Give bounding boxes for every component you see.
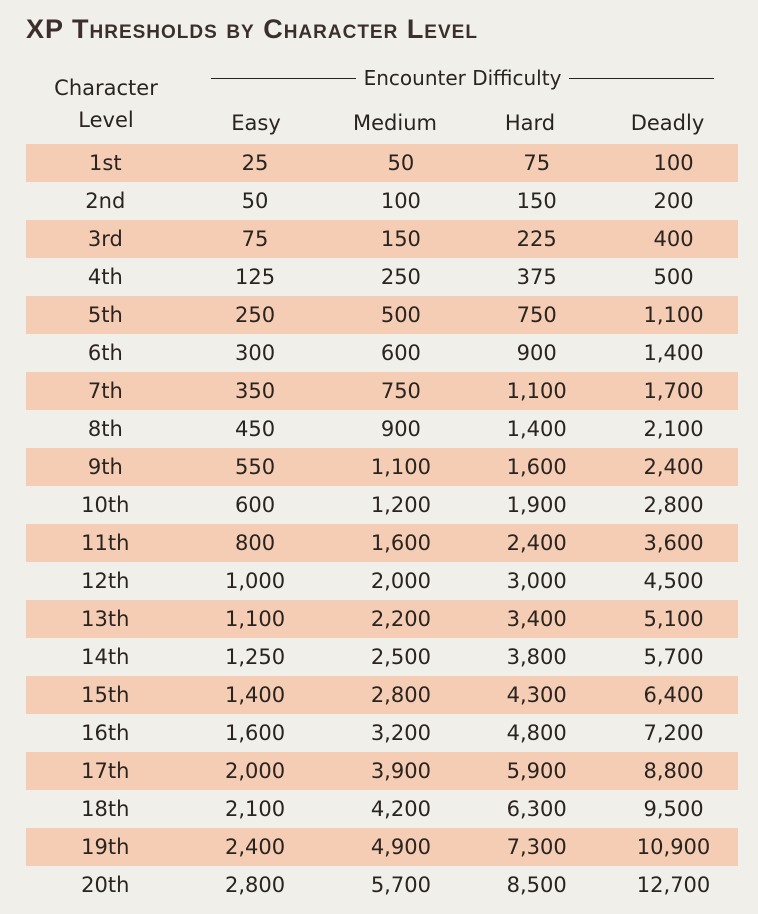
- cell-medium: 5,700: [370, 873, 431, 897]
- cell-easy: 800: [235, 531, 276, 555]
- cell-easy: 25: [241, 151, 269, 175]
- cell-hard: 3,800: [506, 645, 567, 669]
- cell-level: 14th: [81, 645, 130, 669]
- table-row: [26, 334, 738, 372]
- cell-deadly: 6,400: [643, 683, 704, 707]
- cell-medium: 50: [387, 151, 415, 175]
- cell-medium: 750: [380, 379, 421, 403]
- cell-hard: 8,500: [506, 873, 567, 897]
- table-row: [26, 638, 738, 676]
- cell-level: 19th: [81, 835, 130, 859]
- cell-deadly: 400: [653, 227, 694, 251]
- cell-easy: 1,400: [224, 683, 286, 707]
- cell-hard: 900: [516, 341, 557, 365]
- cell-medium: 2,800: [370, 683, 431, 707]
- column-header-character-level: Character Level: [54, 76, 158, 132]
- table-row: [26, 144, 738, 182]
- cell-deadly: 3,600: [643, 531, 704, 555]
- table-row: [26, 220, 738, 258]
- cell-deadly: 4,500: [643, 569, 704, 593]
- cell-deadly: 8,800: [643, 759, 704, 783]
- cell-hard: 4,300: [506, 683, 567, 707]
- cell-medium: 600: [380, 341, 421, 365]
- cell-medium: 1,100: [370, 455, 431, 479]
- cell-level: 13th: [81, 607, 130, 631]
- cell-level: 17th: [81, 759, 130, 783]
- cell-easy: 2,800: [224, 873, 286, 897]
- cell-deadly: 12,700: [636, 873, 711, 897]
- cell-medium: 2,200: [370, 607, 431, 631]
- table-row: [26, 296, 738, 334]
- cell-easy: 1,600: [224, 721, 286, 745]
- cell-deadly: 7,200: [643, 721, 704, 745]
- cell-hard: 4,800: [506, 721, 567, 745]
- table-row: [26, 182, 738, 220]
- cell-level: 3rd: [87, 227, 123, 251]
- header-rule-left: [211, 78, 356, 79]
- cell-easy: 2,100: [224, 797, 286, 821]
- cell-easy: 125: [235, 265, 276, 289]
- table-row: [26, 562, 738, 600]
- cell-level: 4th: [87, 265, 123, 289]
- cell-level: 12th: [81, 569, 130, 593]
- column-header-medium: Medium: [353, 111, 437, 135]
- cell-easy: 2,400: [224, 835, 286, 859]
- cell-deadly: 9,500: [643, 797, 704, 821]
- cell-level: 15th: [81, 683, 130, 707]
- cell-easy: 550: [235, 455, 276, 479]
- cell-level: 2nd: [85, 189, 126, 213]
- table-row: [26, 752, 738, 790]
- cell-easy: 250: [235, 303, 276, 327]
- table-row: [26, 448, 738, 486]
- cell-medium: 4,900: [370, 835, 431, 859]
- cell-deadly: 10,900: [636, 835, 711, 859]
- table-row: [26, 790, 738, 828]
- cell-level: 1st: [89, 151, 122, 175]
- cell-easy: 300: [235, 341, 276, 365]
- table-row: [26, 828, 738, 866]
- table-title: XP Thresholds by Character Level: [26, 14, 478, 44]
- cell-hard: 1,900: [506, 493, 567, 517]
- table-row: [26, 600, 738, 638]
- cell-deadly: 1,400: [643, 341, 704, 365]
- table-row: [26, 676, 738, 714]
- cell-medium: 2,500: [370, 645, 431, 669]
- cell-hard: 375: [516, 265, 557, 289]
- cell-medium: 500: [380, 303, 421, 327]
- table-row: [26, 410, 738, 448]
- cell-hard: 225: [516, 227, 557, 251]
- cell-level: 9th: [87, 455, 123, 479]
- cell-hard: 3,000: [506, 569, 567, 593]
- column-header-hard: Hard: [504, 111, 556, 135]
- cell-deadly: 100: [653, 151, 694, 175]
- cell-deadly: 2,100: [643, 417, 704, 441]
- cell-level: 20th: [81, 873, 130, 897]
- cell-level: 6th: [87, 341, 123, 365]
- cell-easy: 1,250: [224, 645, 286, 669]
- table-row: [26, 258, 738, 296]
- cell-easy: 1,000: [224, 569, 286, 593]
- column-header-deadly: Deadly: [630, 111, 705, 135]
- cell-medium: 1,600: [370, 531, 431, 555]
- cell-easy: 2,000: [224, 759, 286, 783]
- cell-medium: 150: [380, 227, 421, 251]
- cell-level: 5th: [87, 303, 123, 327]
- cell-deadly: 2,800: [643, 493, 704, 517]
- table-row: [26, 486, 738, 524]
- cell-level: 10th: [81, 493, 130, 517]
- cell-easy: 600: [235, 493, 276, 517]
- table-row: [26, 866, 738, 904]
- cell-easy: 75: [241, 227, 269, 251]
- cell-medium: 900: [380, 417, 421, 441]
- cell-easy: 350: [235, 379, 276, 403]
- xp-threshold-table: [26, 144, 738, 904]
- cell-hard: 1,100: [506, 379, 567, 403]
- table-row: [26, 714, 738, 752]
- cell-hard: 750: [516, 303, 557, 327]
- cell-hard: 3,400: [506, 607, 567, 631]
- cell-easy: 450: [235, 417, 276, 441]
- cell-easy: 1,100: [224, 607, 286, 631]
- cell-deadly: 2,400: [643, 455, 704, 479]
- cell-deadly: 200: [653, 189, 694, 213]
- cell-level: 7th: [87, 379, 123, 403]
- encounter-difficulty-label: Encounter Difficulty: [363, 66, 562, 90]
- cell-level: 8th: [87, 417, 123, 441]
- cell-medium: 100: [380, 189, 421, 213]
- table-row: [26, 372, 738, 410]
- cell-level: 18th: [81, 797, 130, 821]
- cell-hard: 150: [516, 189, 557, 213]
- cell-medium: 1,200: [370, 493, 431, 517]
- cell-hard: 75: [523, 151, 551, 175]
- cell-deadly: 1,700: [643, 379, 704, 403]
- cell-medium: 4,200: [370, 797, 431, 821]
- cell-hard: 2,400: [506, 531, 567, 555]
- table-row: [26, 524, 738, 562]
- header-rule-right: [569, 78, 714, 79]
- cell-hard: 1,600: [506, 455, 567, 479]
- cell-hard: 1,400: [506, 417, 567, 441]
- cell-medium: 2,000: [370, 569, 431, 593]
- cell-deadly: 5,700: [643, 645, 704, 669]
- column-header-easy: Easy: [231, 111, 281, 135]
- cell-deadly: 500: [653, 265, 694, 289]
- cell-medium: 3,900: [370, 759, 431, 783]
- cell-level: 16th: [81, 721, 130, 745]
- cell-medium: 3,200: [370, 721, 431, 745]
- cell-easy: 50: [241, 189, 269, 213]
- cell-hard: 7,300: [506, 835, 567, 859]
- cell-medium: 250: [380, 265, 421, 289]
- cell-level: 11th: [81, 531, 130, 555]
- cell-hard: 5,900: [506, 759, 567, 783]
- cell-deadly: 5,100: [643, 607, 704, 631]
- encounter-difficulty-header: [211, 64, 714, 92]
- cell-deadly: 1,100: [643, 303, 704, 327]
- cell-hard: 6,300: [506, 797, 567, 821]
